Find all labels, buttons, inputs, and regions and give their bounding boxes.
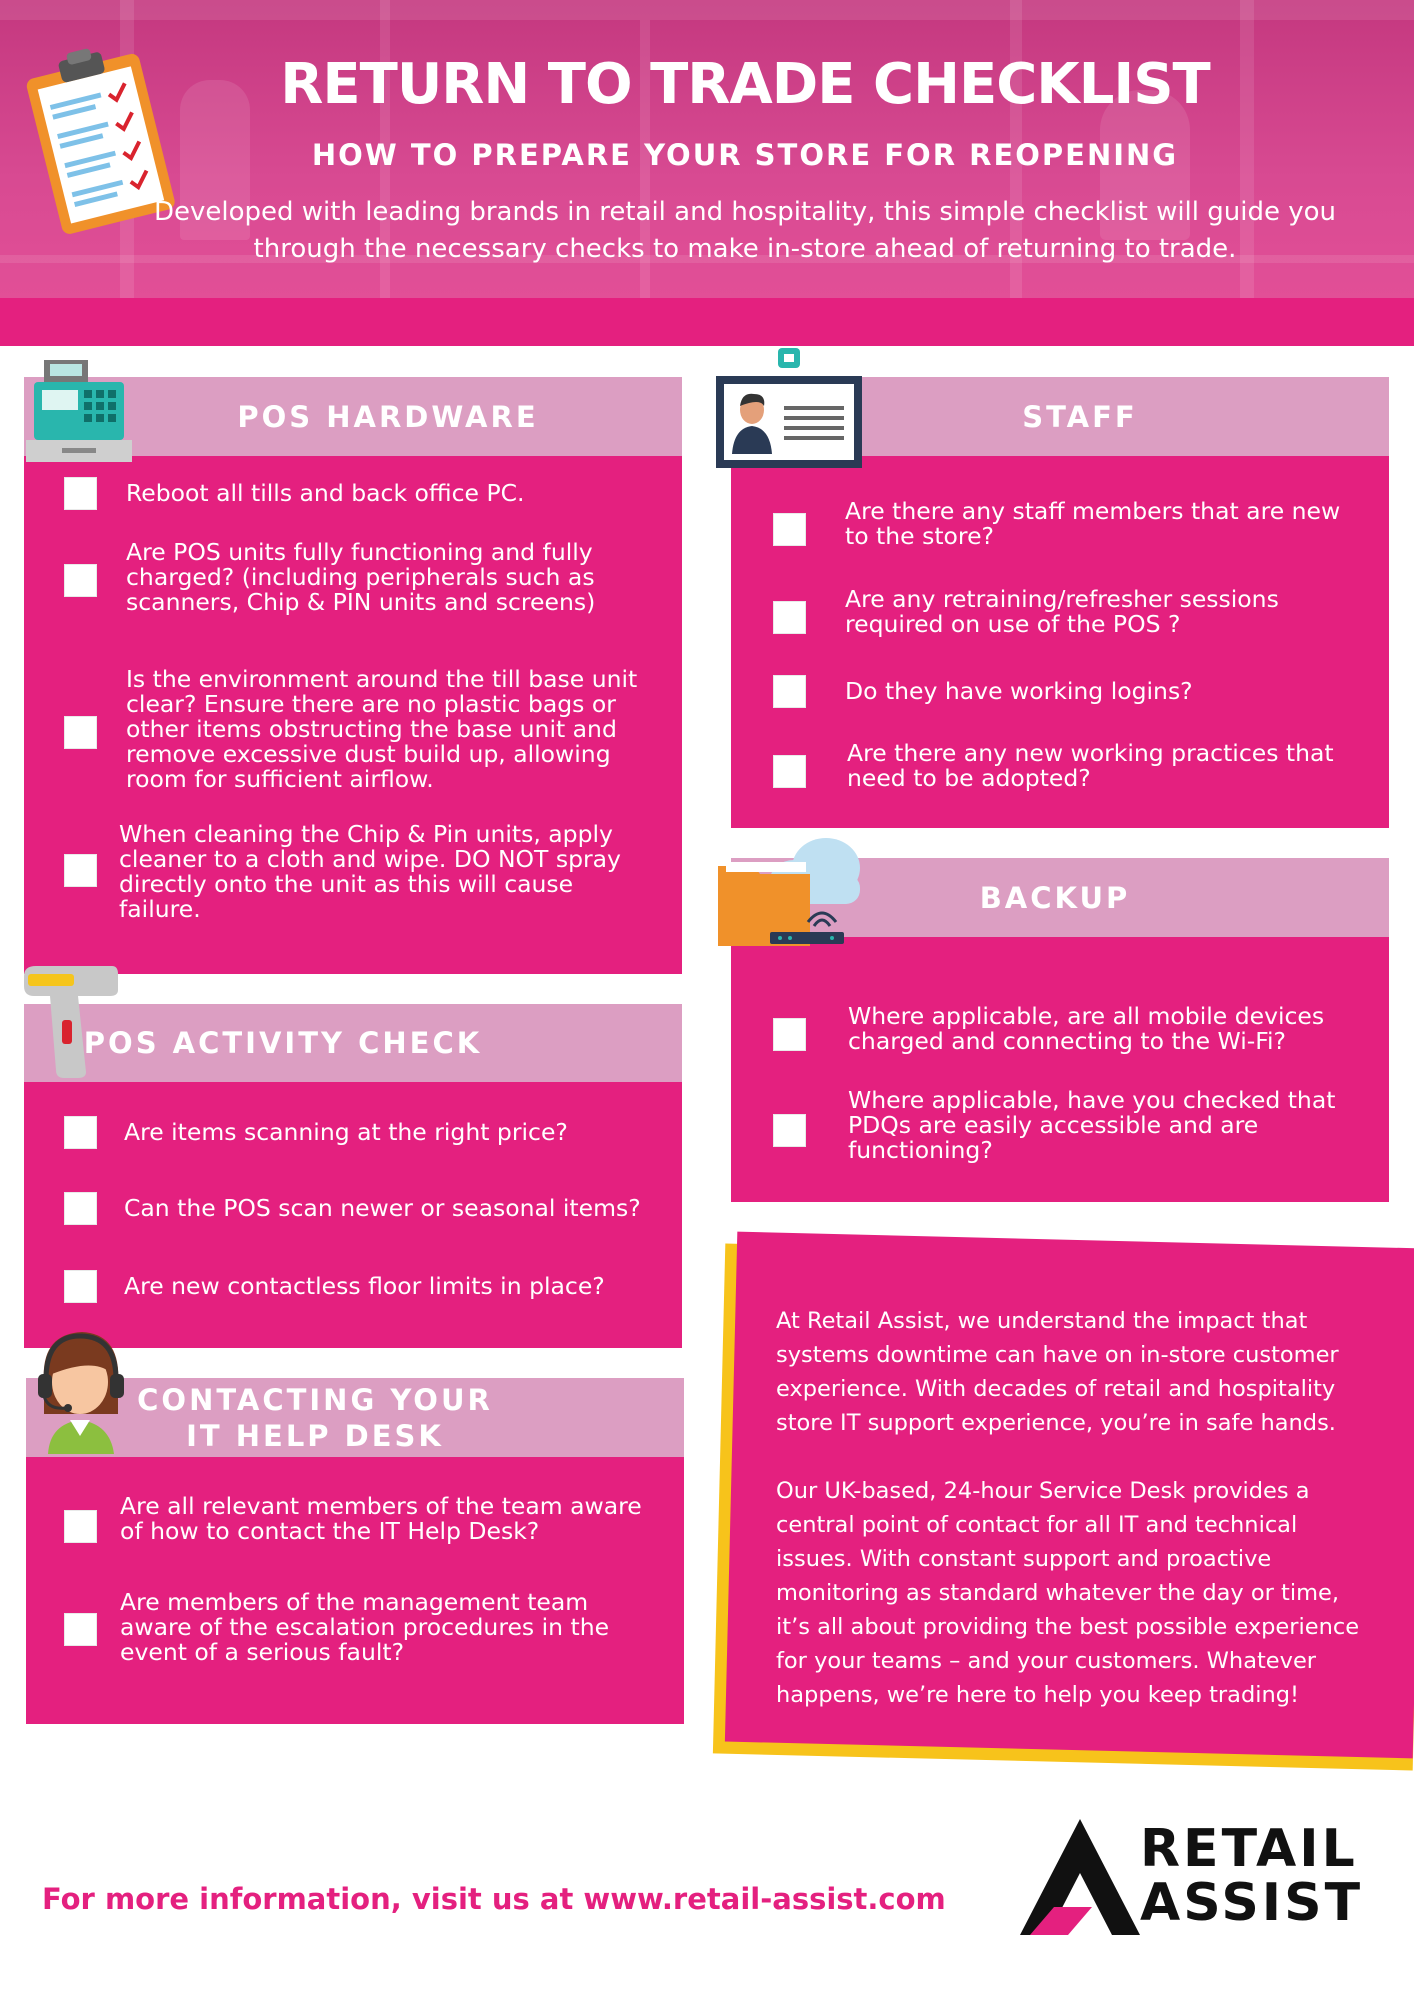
checklist-item: Are any retraining/refresher sessions required on use of the POS ? bbox=[731, 587, 1389, 647]
checklist-item: Reboot all tills and back office PC. bbox=[24, 475, 682, 515]
page-title: RETURN TO TRADE CHECKLIST bbox=[280, 52, 1210, 117]
checklist-item: Where applicable, have you checked that PDQs are easily accessible and are functioning? bbox=[731, 1088, 1389, 1168]
headset-agent-icon bbox=[30, 1324, 130, 1454]
checkbox[interactable] bbox=[773, 513, 806, 546]
promo-text bbox=[776, 1304, 1376, 1746]
pos-hardware-heading: POS HARDWARE bbox=[24, 377, 682, 456]
header-band bbox=[0, 298, 1414, 346]
checkbox[interactable] bbox=[773, 1114, 806, 1147]
folder-cloud-icon bbox=[714, 826, 874, 946]
checkbox[interactable] bbox=[64, 716, 97, 749]
checklist-item: When cleaning the Chip & Pin units, apply cleaner to a cloth and wipe. DO NOT spray directly onto the unit as this will cause failure. bbox=[24, 822, 682, 932]
checklist-item: Are members of the management team aware of the escalation procedures in the event of a serious fault? bbox=[26, 1590, 684, 1680]
barcode-scanner-icon bbox=[20, 960, 120, 1080]
checklist-item: Are there any new working practices that need to be adopted? bbox=[731, 741, 1389, 801]
footer-website-link[interactable]: For more information, visit us at www.retail-assist.com bbox=[42, 1882, 946, 1916]
checklist-item: Is the environment around the till base unit clear? Ensure there are no plastic bags or other items obstructing the base unit and remove excessive dust build up, allowing room for sufficient airflow. bbox=[24, 667, 682, 787]
checkbox[interactable] bbox=[64, 854, 97, 887]
pos-activity-card bbox=[24, 1004, 682, 1348]
checkbox[interactable] bbox=[773, 601, 806, 634]
checklist-item: Are all relevant members of the team aware of how to contact the IT Help Desk? bbox=[26, 1494, 684, 1564]
intro-text: Developed with leading brands in retail and hospitality, this simple checklist will guide you through the necessary checks to make in-store ahead of returning to trade. bbox=[153, 197, 1337, 264]
checkbox[interactable] bbox=[64, 1510, 97, 1543]
checklist-item: Are there any staff members that are new to the store? bbox=[731, 499, 1389, 559]
checkbox[interactable] bbox=[64, 1116, 97, 1149]
checklist-item: Are items scanning at the right price? bbox=[24, 1116, 682, 1152]
checkbox[interactable] bbox=[773, 675, 806, 708]
promo-paragraph: At Retail Assist, we understand the impact that systems downtime can have on in-store customer experience. With decades of retail and hospitality store IT support experience, you’re in safe hands. bbox=[776, 1308, 1339, 1436]
checkbox[interactable] bbox=[773, 1018, 806, 1051]
checklist-item: Are POS units fully functioning and fully charged? (including peripherals such as scanners, Chip & PIN units and screens) bbox=[24, 560, 682, 640]
retail-assist-wordmark: RETAIL ASSIST bbox=[1140, 1819, 1364, 1933]
checklist-item: Are new contactless floor limits in place? bbox=[24, 1270, 682, 1306]
checklist-item: Do they have working logins? bbox=[731, 675, 1389, 715]
checklist-item: Can the POS scan newer or seasonal items? bbox=[24, 1192, 682, 1228]
checkbox[interactable] bbox=[773, 755, 806, 788]
backup-heading: BACKUP bbox=[731, 858, 1389, 937]
help-desk-heading: CONTACTING YOUR IT HELP DESK bbox=[26, 1378, 684, 1457]
checkbox[interactable] bbox=[64, 1270, 97, 1303]
cash-register-icon bbox=[24, 358, 134, 468]
checkbox[interactable] bbox=[64, 1613, 97, 1646]
promo-paragraph: Our UK-based, 24-hour Service Desk provides a central point of contact for all IT and technical issues. With constant support and proactive monitoring as standard whatever the day or time, it’s all about providing the best possible experience for your teams – and your customers. Whatever happens, we’re here to help you keep trading! bbox=[776, 1478, 1360, 1708]
checkbox[interactable] bbox=[64, 477, 97, 510]
id-badge-icon bbox=[714, 348, 864, 470]
staff-heading: STAFF bbox=[731, 377, 1389, 456]
checklist-item: Where applicable, are all mobile devices charged and connecting to the Wi-Fi? bbox=[731, 1004, 1389, 1064]
checkbox[interactable] bbox=[64, 1192, 97, 1225]
pos-activity-heading: POS ACTIVITY CHECK bbox=[24, 1004, 682, 1082]
checkbox[interactable] bbox=[64, 564, 97, 597]
page-subtitle: HOW TO PREPARE YOUR STORE FOR REOPENING bbox=[311, 138, 1179, 172]
